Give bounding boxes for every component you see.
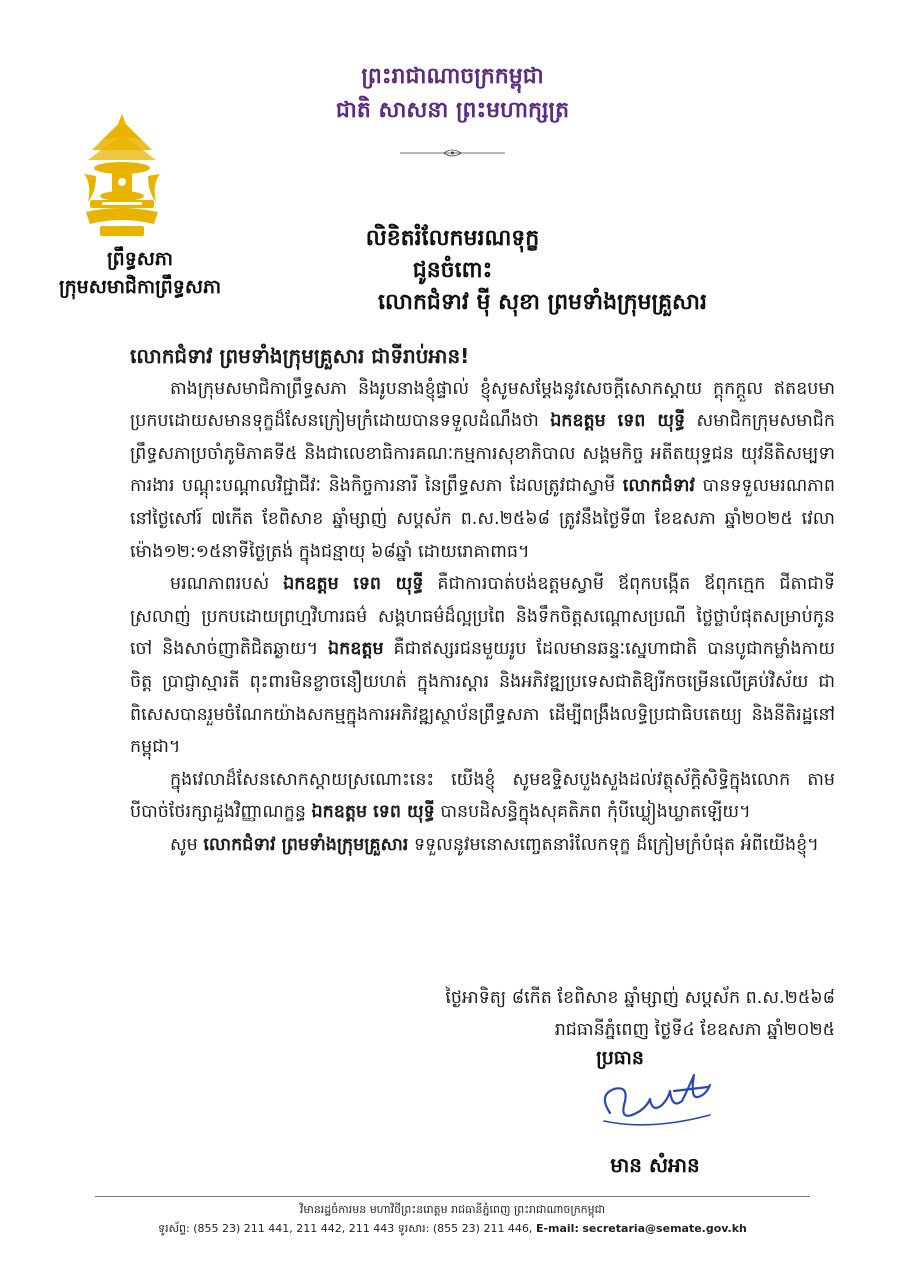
paragraph-4: សូម លោកជំទាវ ព្រមទាំងក្រុមគ្រួសារ ទទួលនូវមនោសញ្ចេតនារំលែកទុក្ខ ដ៏ក្រៀមក្រំបំផុត អំពីយើងខ្ញុំ។ — [170, 834, 819, 855]
footer-email-label: E-mail: — [535, 1222, 579, 1235]
ornament-divider-icon — [400, 148, 505, 158]
signature-icon — [590, 1065, 725, 1145]
paragraph-2: មរណភាពរបស់ ឯកឧត្តម ទេព យុទ្ធី គឺជាការបាត់បង់ឧត្តមស្វាមី ឪពុកបង្កើត ឪពុកក្មេក ជីតាជាទីស្រលាញ់ ប្រកបដោយព្រហ្មវិហារធម៌ សង្គហធម៌ដ៏ល្អប្រពៃ និងទឹកចិត្តសណ្ដោសប្រណី ថ្លៃថ្លាបំផុតសម្រាប់កូន ចៅ និងសាច់ញាតិជិតឆ្ងាយ។ ឯកឧត្តម គឺជាឥស្សរជនមួយរូប ដែលមានឆន្ទៈស្នេហាជាតិ បានបូជាកម្លាំងកាយចិត្ត ប្រាជ្ញាស្មារតី ពុះពារមិនខ្លាចនឿយហត់ ក្នុងការស្តារ និងអភិវឌ្ឍប្រទេសជាតិឱ្យរីកចម្រើនលើគ្រប់វិស័យ ជាពិសេសបានរួមចំណែកយ៉ាងសកម្មក្នុងការអភិវឌ្ឍស្ថាប័នព្រឹទ្ធសភា ដើម្បីពង្រឹងលទ្ធិប្រជាធិបតេយ្យ និងនីតិរដ្ឋនៅកម្ពុជា។ — [130, 574, 835, 758]
national-motto: ជាតិ សាសនា ព្រះមហាក្សត្រ — [335, 98, 570, 123]
kingdom-title: ព្រះរាជាណាចក្រកម្ពុជា — [361, 64, 544, 89]
letter-body — [130, 340, 835, 862]
footer-divider — [95, 1196, 810, 1197]
footer-email[interactable]: secretaria@semate.gov.kh — [582, 1222, 747, 1235]
footer-contact — [0, 1222, 905, 1238]
signer-name: មាន សំអាន — [610, 1153, 700, 1177]
senate-name: ព្រឹទ្ធសភា — [107, 248, 173, 270]
lunar-date: ថ្ងៃអាទិត្យ ៨កើត ខែពិសាខ ឆ្នាំម្សាញ់ សប្តស័ក ព.ស.២៥៦៨ — [445, 988, 835, 1008]
committee-name: ក្រុមសមាជិកាព្រឹទ្ធសភា — [58, 276, 222, 298]
addressed-to-line: ជូនចំពោះ — [412, 258, 493, 283]
letter-type-heading: លិខិតរំលែកមរណទុក្ខ — [365, 226, 540, 251]
paragraph-3: ក្នុងវេលាដ៏សែនសោកស្ដាយស្រណោះនេះ យើងខ្ញុំ សូមឧទ្ទិសបួងសួងដល់វត្ថុស័ក្តិសិទ្ធិក្នុងលោក តាមបីបាច់ថែរក្សាដួងវិញ្ញាណក្ខន្ធ ឯកឧត្តម ទេព យុទ្ធី បានបដិសន្ធិក្នុងសុគតិភព កុំបីឃ្លៀងឃ្លាតឡើយ។ — [130, 769, 835, 823]
recipient-line: លោកជំទាវ ម៉ី សុខា ព្រមទាំងក្រុមគ្រួសារ — [378, 290, 707, 315]
footer-phone: ទូរស័ព្ទ: (855 23) 211 441, 211 442, 211 443 ទូរសារ: (855 23) 211 446, — [158, 1222, 533, 1235]
city-date: រាជធានីភ្នំពេញ ថ្ងៃទី៤ ខែឧសភា ឆ្នាំ២០២៥ — [554, 1020, 835, 1040]
deceased-name: ឯកឧត្តម ទេព យុទ្ធី — [550, 411, 686, 432]
salutation: លោកជំទាវ ព្រមទាំងក្រុមគ្រួសារ ជាទីរាប់អាន! — [130, 344, 470, 368]
footer-address: វិមានរដ្ឋចំការមន មហាវិថីព្រះនរោត្តម រាជធានីភ្នំពេញ ព្រះរាជាណាចក្រកម្ពុជា — [299, 1203, 606, 1216]
signer-title: ប្រធាន — [596, 1047, 644, 1069]
senate-emblem-icon — [82, 112, 162, 240]
paragraph-1: តាងក្រុមសមាជិកាព្រឹទ្ធសភា និងរូបនាងខ្ញុំផ្ទាល់ ខ្ញុំសូមសម្ដែងនូវសេចក្ដីសោកស្ដាយ ក្ដុកក្ដួល ឥតឧបមា ប្រកបដោយសមានទុក្ខដ៏សែនក្រៀមក្រំដោយបានទទួលដំណឹងថា ឯកឧត្តម ទេព យុទ្ធី សមាជិកក្រុមសមាជិកព្រឹទ្ធសភាប្រចាំភូមិភាគទី៥ និងជាលេខាធិការគណៈកម្មការសុខាភិបាល សង្គមកិច្ច អតីតយុទ្ធជន យុវនីតិសម្បទា ការងារ បណ្ដុះបណ្ដាលវិជ្ជាជីវៈ និងកិច្ចការនារី នៃព្រឹទ្ធសភា ដែលត្រូវជាស្វាមី លោកជំទាវ បានទទួលមរណភាព នៅថ្ងៃសៅរ៍ ៧កើត ខែពិសាខ ឆ្នាំម្សាញ់ សប្តស័ក ព.ស.២៥៦៨ ត្រូវនឹងថ្ងៃទី៣ ខែឧសភា ឆ្នាំ២០២៥ វេលាម៉ោង១២:១៥នាទីថ្ងៃត្រង់ ក្នុងជន្មាយុ ៦៨ឆ្នាំ ដោយរោគាពាធ។ — [130, 378, 836, 562]
